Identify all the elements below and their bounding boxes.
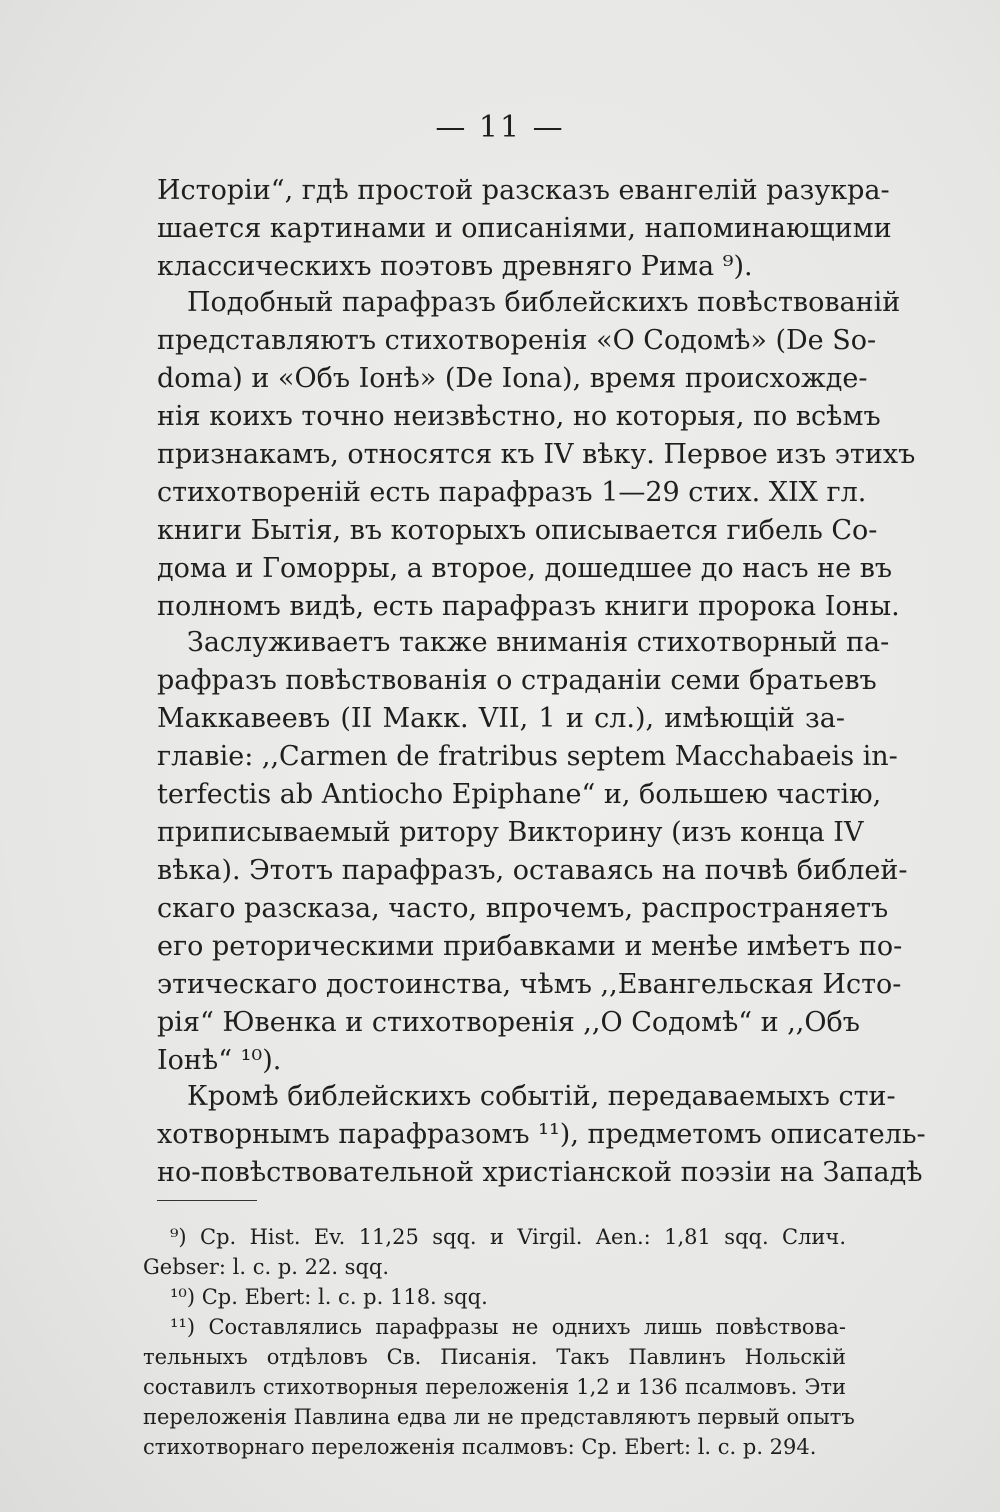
text-line: Іонѣ“ ¹⁰). (157, 1045, 282, 1076)
footnote-line: тельныхъ отдѣловъ Св. Писанія. Такъ Павлинъ Нольскій (143, 1345, 846, 1369)
footnote-line: переложенія Павлина едва ли не представляютъ первый опытъ (143, 1405, 855, 1429)
text-line: terfectis ab Antiocho Epiphane“ и, большею частію, (157, 779, 882, 810)
footnote-line: ¹⁰) Cp. Ebert: l. c. p. 118. sqq. (170, 1285, 488, 1309)
text-line: Подобный парафразъ библейскихъ повѣствованій (187, 287, 901, 318)
text-line: Кромѣ библейскихъ событій, передаваемыхъ сти- (187, 1081, 896, 1112)
text-line: но-повѣствовательной христіанской поэзіи на Западѣ (157, 1157, 923, 1188)
text-line: нія коихъ точно неизвѣстно, но которыя, по всѣмъ (157, 401, 881, 432)
footnote-line: ⁹) Cp. Hist. Ev. 11,25 sqq. и Virgil. Aen.: 1,81 sqq. Слич. (170, 1225, 846, 1249)
text-line: Заслуживаетъ также вниманія стихотворный па- (187, 627, 890, 658)
footnote-line: Gebser: l. c. p. 22. sqq. (143, 1255, 390, 1279)
footnote-line: ¹¹) Составлялись парафразы не однихъ лишь повѣствова- (170, 1315, 846, 1339)
page-number: — 11 — (435, 110, 565, 145)
footnote-line: стихотворнаго переложенія псалмовъ: Ср. Ebert: l. c. p. 294. (143, 1435, 817, 1459)
text-line: doma) и «Объ Іонѣ» (De Iona), время происхожде- (157, 363, 868, 394)
text-line: дома и Гоморры, а второе, дошедшее до насъ не въ (157, 553, 893, 584)
text-line: Исторіи“, гдѣ простой разсказъ евангелій разукра- (157, 175, 890, 206)
text-line: его реторическими прибавками и менѣе имѣетъ по- (157, 931, 903, 962)
text-line: стихотвореній есть парафразъ 1—29 стих. XIX гл. (157, 477, 867, 508)
text-line: скаго разсказа, часто, впрочемъ, распространяетъ (157, 893, 889, 924)
footnote-line: составилъ стихотворныя переложенія 1,2 и 136 псалмовъ. Эти (143, 1375, 846, 1399)
text-line: полномъ видѣ, есть парафразъ книги пророка Іоны. (157, 591, 900, 622)
text-line: рафразъ повѣствованія о страданіи семи братьевъ (157, 665, 877, 696)
footnote-separator (157, 1200, 257, 1201)
text-line: Маккавеевъ (II Макк. VII, 1 и сл.), имѣющій за- (157, 703, 845, 734)
text-line: классическихъ поэтовъ древняго Рима ⁹). (157, 251, 753, 282)
text-line: этическаго достоинства, чѣмъ ,,Евангельская Исто- (157, 969, 902, 1000)
text-line: признакамъ, относятся къ IV вѣку. Первое изъ этихъ (157, 439, 916, 470)
text-line: представляютъ стихотворенія «О Содомѣ» (De So- (157, 325, 877, 356)
text-line: главіе: ,,Carmen de fratribus septem Macchabaeis in- (157, 741, 898, 772)
text-line: приписываемый ритору Викторину (изъ конца IV (157, 817, 864, 848)
text-line: рія“ Ювенка и стихотворенія ,,О Содомѣ“ и ,,Объ (157, 1007, 860, 1038)
text-line: вѣка). Этотъ парафразъ, оставаясь на почвѣ библей- (157, 855, 908, 886)
text-line: книги Бытія, въ которыхъ описывается гибель Со- (157, 515, 878, 546)
text-line: хотворнымъ парафразомъ ¹¹), предметомъ описатель- (157, 1119, 926, 1150)
text-line: шается картинами и описаніями, напоминающими (157, 213, 892, 244)
